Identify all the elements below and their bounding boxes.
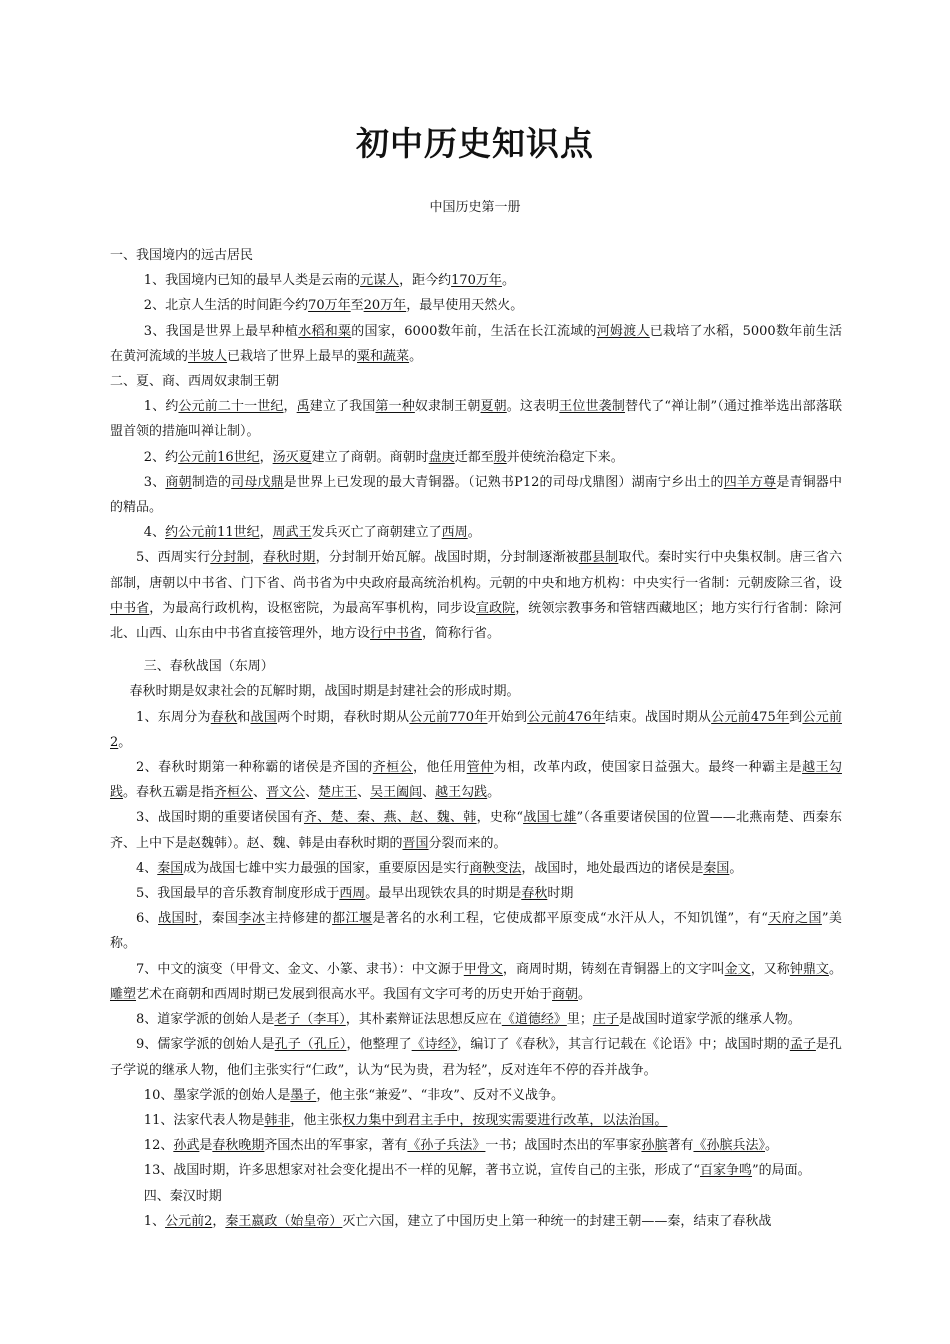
- underlined-term: 雕塑: [110, 986, 137, 1002]
- underlined-term: 司母戊鼎: [231, 474, 284, 490]
- text-run: 。: [487, 785, 501, 801]
- section-heading: [110, 654, 842, 679]
- paragraph: [110, 755, 842, 805]
- text-run: ，: [249, 550, 263, 566]
- text-run: 11、法家代表人物是: [143, 1112, 265, 1128]
- text-run: ，: [259, 449, 273, 465]
- paragraph: [110, 470, 842, 520]
- page-title: 初中历史知识点: [356, 124, 594, 163]
- underlined-term: 公元前2: [165, 1213, 213, 1229]
- underlined-term: 170万年: [451, 273, 502, 289]
- text-run: 1、东周分为: [136, 709, 211, 725]
- underlined-term: 四羊方尊: [723, 474, 777, 490]
- underlined-term: 秦国: [157, 860, 184, 876]
- text-run: 。: [409, 348, 423, 364]
- section-heading: [110, 369, 842, 394]
- text-run: 4、: [143, 525, 166, 541]
- text-run: ，他主张: [290, 1112, 343, 1128]
- text-run: ”美称。: [110, 911, 842, 952]
- underlined-term: 天府之国: [767, 911, 822, 927]
- text-run: 齐国杰出的军事家，著有: [264, 1138, 408, 1154]
- text-run: 、: [357, 785, 371, 801]
- paragraph: [110, 1209, 842, 1234]
- underlined-term: 钟鼎文: [789, 961, 829, 977]
- text-run: 。: [729, 860, 743, 876]
- paragraph: [110, 1158, 842, 1183]
- text-run: 9、儒家学派的创始人是: [136, 1037, 275, 1053]
- underlined-term: 20万年: [363, 298, 407, 314]
- underlined-term: 甲骨文: [463, 961, 503, 977]
- text-run: 。春秋五霸是指: [123, 785, 215, 801]
- text-run: 结束。战国时期从: [605, 709, 712, 725]
- text-run: 。这表明: [506, 399, 560, 415]
- text-run: ，商周时期，铸刻在青铜器上的文字叫: [502, 961, 725, 977]
- underlined-term: 齐、楚、秦、燕、赵、魏、韩: [303, 810, 477, 826]
- text-run: 主持修建的: [265, 911, 333, 927]
- text-run: 二、夏、商、西周奴隶制王朝: [110, 374, 280, 390]
- text-run: 1、: [143, 1213, 166, 1229]
- underlined-term: 水稻和粟: [298, 323, 352, 339]
- text-run: 是世界上已发现的最大青铜器。（记熟书P12的司母戊鼎图）湖南宁乡出土的: [283, 474, 724, 490]
- text-run: 一、我国境内的远古居民: [110, 248, 254, 263]
- text-run: 发兵灭亡了商朝建立了: [311, 525, 442, 541]
- text-run: 两个时期，春秋时期从: [276, 709, 410, 725]
- text-run: 12、: [143, 1138, 174, 1154]
- underlined-term: 公元前二十一世纪: [178, 399, 284, 415]
- underlined-term: 墨子: [290, 1087, 317, 1103]
- underlined-term: 管仲: [466, 760, 494, 776]
- underlined-term: 公元前770年: [409, 709, 488, 725]
- paragraph: [110, 268, 842, 293]
- underlined-term: 金文: [724, 961, 751, 977]
- text-run: ”的局面。: [752, 1163, 811, 1179]
- text-run: 制造的: [191, 474, 232, 490]
- underlined-term: 战国: [250, 709, 277, 725]
- text-run: 并使统治稳定下来。: [506, 449, 624, 465]
- section-heading: [110, 243, 842, 268]
- text-run: 。最早出现铁农具的时期是: [365, 886, 522, 902]
- text-run: 替代了“禅让制”（通过推举选出部落联盟首领的措施叫禅让制）。: [110, 399, 842, 440]
- underlined-term: 楚庄王: [318, 785, 358, 801]
- section-heading: [110, 1184, 842, 1209]
- text-run: ，统领宗教事务和管辖西藏地区；地方实行行省制：除河北、山西、山东由中书省直接管理外，地方设: [110, 600, 842, 642]
- text-run: ，史称“: [476, 810, 524, 826]
- paragraph: [110, 1108, 842, 1133]
- underlined-term: 权力集中到君主手中，按现实需要进行改革，以法治国。: [342, 1112, 668, 1128]
- text-run: 时期: [547, 886, 574, 902]
- underlined-term: 庄子: [592, 1012, 619, 1028]
- text-run: ，他任用: [413, 760, 467, 776]
- document-body: [110, 243, 842, 1234]
- underlined-term: 秦国: [703, 860, 730, 876]
- underlined-term: 西周: [339, 886, 366, 902]
- underlined-term: 郡县制: [578, 550, 619, 566]
- underlined-term: 夏朝: [480, 399, 507, 415]
- text-run: 分裂而来的。: [428, 835, 507, 851]
- paragraph: [110, 293, 842, 318]
- text-run: 是: [199, 1138, 213, 1154]
- text-run: 2、约: [143, 449, 179, 465]
- text-run: 成为战国七雄中实力最强的国家，重要原因是实行: [183, 860, 470, 876]
- text-run: ，最早使用天然火。: [406, 298, 524, 314]
- underlined-term: 《诗经》: [411, 1037, 458, 1053]
- text-run: ，秦国: [198, 911, 239, 927]
- underlined-term: 晋国: [402, 835, 429, 851]
- text-run: 艺术在商朝和西周时期已发展到很高水平。我国有文字可考的历史开始于: [136, 986, 553, 1002]
- underlined-term: 《孙膑兵法》: [693, 1138, 765, 1154]
- text-run: ”（各重要诸侯国的位置——北燕南楚、西秦东齐、上中下是赵魏韩）。赵、魏、韩是由春秋时期的: [110, 810, 842, 851]
- text-run: ，: [283, 399, 297, 415]
- underlined-term: 公元前2: [110, 709, 842, 750]
- text-run: ，他主张“兼爱”、“非攻”、反对不义战争。: [316, 1087, 564, 1103]
- underlined-term: 禹: [296, 399, 310, 415]
- paragraph: [110, 1032, 842, 1082]
- text-run: ，编订了《春秋》，其言行记载在《论语》中；战国时期的: [457, 1037, 790, 1053]
- paragraph: [110, 545, 842, 646]
- paragraph: [110, 805, 842, 855]
- underlined-term: 晋文公: [266, 785, 306, 801]
- text-run: 开始到: [487, 709, 528, 725]
- text-run: 取代。秦时实行中央集权制。唐三省六部制，唐朝以中书省、门下省、尚书省为中央政府最高统治机构。元朝的中央和地方机构：中央实行一省制：元朝废除三省，设: [110, 550, 842, 591]
- text-run: 已栽培了世界上最早的: [227, 348, 358, 364]
- underlined-term: 殷: [493, 449, 507, 465]
- underlined-term: 商朝: [165, 474, 192, 490]
- text-run: 13、战国时期，许多思想家对社会变化提出不一样的见解，著书立说，宣传自己的主张，形成了“: [143, 1163, 700, 1179]
- underlined-term: 百家争鸣: [700, 1163, 753, 1179]
- text-run: 、: [305, 785, 319, 801]
- text-run: 5、我国最早的音乐教育制度形成于: [136, 886, 340, 902]
- text-run: 。: [578, 986, 592, 1002]
- text-run: ，为最高行政机构，设枢密院，为最高军事机构，同步设: [149, 600, 477, 616]
- paragraph: [110, 957, 842, 1007]
- underlined-term: 宣政院: [476, 600, 516, 616]
- text-run: 灭亡六国，建立了中国历史上第一种统一的封建王朝——秦，结束了春秋战: [342, 1213, 772, 1229]
- text-run: ，分封制开始瓦解。战国时期，分封制逐渐被: [315, 550, 579, 566]
- underlined-term: 越王勾践: [435, 785, 488, 801]
- paragraph: [110, 319, 842, 369]
- underlined-term: 孟子: [789, 1037, 816, 1053]
- underlined-term: 《孙子兵法》: [407, 1138, 486, 1154]
- text-run: 四、秦汉时期: [143, 1188, 222, 1204]
- text-run: ，其朴素辩证法思想反应在: [345, 1012, 502, 1028]
- text-run: 到: [789, 709, 803, 725]
- underlined-term: 都江堰: [332, 911, 373, 927]
- underlined-term: 战国时: [158, 911, 199, 927]
- underlined-term: 商朝: [552, 986, 579, 1002]
- text-run: 一书；战国时杰出的军事家: [485, 1138, 642, 1154]
- underlined-term: 约公元前11世纪: [165, 525, 260, 541]
- text-run: 。: [118, 734, 132, 750]
- text-run: ，又称: [750, 961, 790, 977]
- text-run: 是战国时道家学派的继承人物。: [618, 1012, 801, 1028]
- underlined-term: 河姆渡人: [596, 323, 650, 339]
- text-run: 、: [422, 785, 436, 801]
- underlined-term: 元谋人: [360, 273, 400, 289]
- text-run: 三、春秋战国（东周）: [143, 659, 274, 675]
- text-run: 4、: [136, 860, 158, 876]
- underlined-term: 公元前475年: [711, 709, 790, 725]
- text-run: 、: [253, 785, 267, 801]
- underlined-term: 中书省: [110, 600, 150, 616]
- text-run: 是著名的水利工程，它使成都平原变成“水汗从人，不知饥馑”，有“: [372, 911, 768, 927]
- underlined-term: 春秋时期: [262, 550, 316, 566]
- text-run: 5、西周实行: [136, 550, 211, 566]
- text-run: 8、道家学派的创始人是: [136, 1012, 275, 1028]
- text-run: ，他整理了: [346, 1037, 412, 1053]
- text-run: 7、中文的演变（甲骨文、金文、小篆、隶书）：中文源于: [136, 961, 464, 977]
- text-run: 为相，改革内政，使国家日益强大。最终一种霸主是: [493, 760, 803, 776]
- text-run: 和: [237, 709, 251, 725]
- text-run: 里；: [566, 1012, 593, 1028]
- underlined-term: 《道德经》: [501, 1012, 567, 1028]
- underlined-term: 春秋: [210, 709, 238, 725]
- underlined-term: 粟和蔬菜: [357, 348, 410, 364]
- text-run: 3、战国时期的重要诸侯国有: [136, 810, 304, 826]
- text-run: 3、: [143, 474, 166, 490]
- text-run: 建立了我国: [309, 399, 376, 415]
- underlined-term: 吴王阖闾: [370, 785, 423, 801]
- underlined-term: 春秋晚期: [212, 1138, 265, 1154]
- underlined-term: 李冰: [238, 911, 266, 927]
- underlined-term: 秦王嬴政（始皇帝）: [225, 1213, 343, 1229]
- paragraph: [110, 1083, 842, 1108]
- paragraph: [110, 1007, 842, 1032]
- text-run: 。: [501, 273, 515, 289]
- text-run: 。: [764, 1138, 778, 1154]
- underlined-term: 战国七雄: [523, 810, 577, 826]
- text-run: 建立了商朝。商朝时: [311, 449, 429, 465]
- text-run: ，简称行省。: [422, 626, 501, 642]
- underlined-term: 老子（李耳）: [274, 1012, 346, 1028]
- paragraph: [110, 1133, 842, 1158]
- paragraph: [110, 394, 842, 444]
- text-run: 的国家，6000数年前，生活在长江流域的: [351, 323, 597, 339]
- paragraph: [110, 445, 842, 470]
- text-run: 6、: [136, 911, 159, 927]
- text-run: 春秋时期是奴隶社会的瓦解时期，战国时期是封建社会的形成时期。: [129, 684, 520, 700]
- underlined-term: 行中书省: [370, 626, 423, 642]
- underlined-term: 春秋: [521, 886, 548, 902]
- text-run: 至: [350, 298, 364, 314]
- text-run: ，距今约: [399, 273, 452, 289]
- paragraph: [110, 705, 842, 755]
- underlined-term: 分封制: [210, 550, 250, 566]
- text-run: ，: [259, 525, 273, 541]
- text-run: 是青铜器中的精品。: [110, 474, 842, 516]
- underlined-term: 西周: [441, 525, 468, 541]
- text-run: 已栽培了水稻，5000数年前生活在黄河流域的: [110, 323, 842, 364]
- text-run: 1、约: [143, 399, 179, 415]
- text-run: ，: [212, 1213, 226, 1229]
- text-run: 2、春秋时期第一种称霸的诸侯是齐国的: [136, 760, 373, 776]
- underlined-term: 70万年: [308, 298, 351, 314]
- underlined-term: 孙武: [173, 1138, 200, 1154]
- underlined-term: 齐桓公: [214, 785, 254, 801]
- text-run: 10、墨家学派的创始人是: [143, 1087, 291, 1103]
- text-run: 3、我国是世界上最早种植: [143, 323, 299, 339]
- underlined-term: 王位世袭制: [559, 399, 625, 415]
- underlined-term: 周武王: [272, 525, 312, 541]
- underlined-term: 商鞅变法: [469, 860, 522, 876]
- underlined-term: 汤灭夏: [272, 449, 312, 465]
- paragraph: [110, 856, 842, 881]
- text-run: 是孔子学说的继承人物，他们主张实行“仁政”，认为“民为贵，君为轻”，反对连年不停的吞并战争。: [110, 1037, 842, 1078]
- text-run: ，战国时，地处最西边的诸侯是: [521, 860, 704, 876]
- underlined-term: 越王勾践: [110, 760, 842, 801]
- underlined-term: 盘庚: [428, 449, 455, 465]
- underlined-term: 韩非: [264, 1112, 291, 1128]
- text-run: 著有: [667, 1138, 694, 1154]
- text-run: 。: [828, 961, 842, 977]
- text-run: 奴隶制王朝: [414, 399, 481, 415]
- paragraph: [110, 906, 842, 956]
- underlined-term: 半坡人: [188, 348, 228, 364]
- underlined-term: 公元前476年: [527, 709, 606, 725]
- paragraph: [110, 520, 842, 545]
- text-run: 。: [467, 525, 481, 541]
- underlined-term: 孔子（孔丘）: [274, 1037, 347, 1053]
- underlined-term: 公元前16世纪: [178, 449, 260, 465]
- paragraph: [110, 881, 842, 906]
- page-subtitle: 中国历史第一册: [429, 200, 521, 215]
- underlined-term: 第一种: [375, 399, 415, 415]
- paragraph: [110, 679, 842, 704]
- text-run: 1、我国境内已知的最早人类是云南的: [143, 273, 361, 289]
- text-run: 2、北京人生活的时间距今约: [143, 298, 309, 314]
- underlined-term: 孙膑: [641, 1138, 668, 1154]
- underlined-term: 齐桓公: [372, 760, 414, 776]
- text-run: 迁都至: [454, 449, 494, 465]
